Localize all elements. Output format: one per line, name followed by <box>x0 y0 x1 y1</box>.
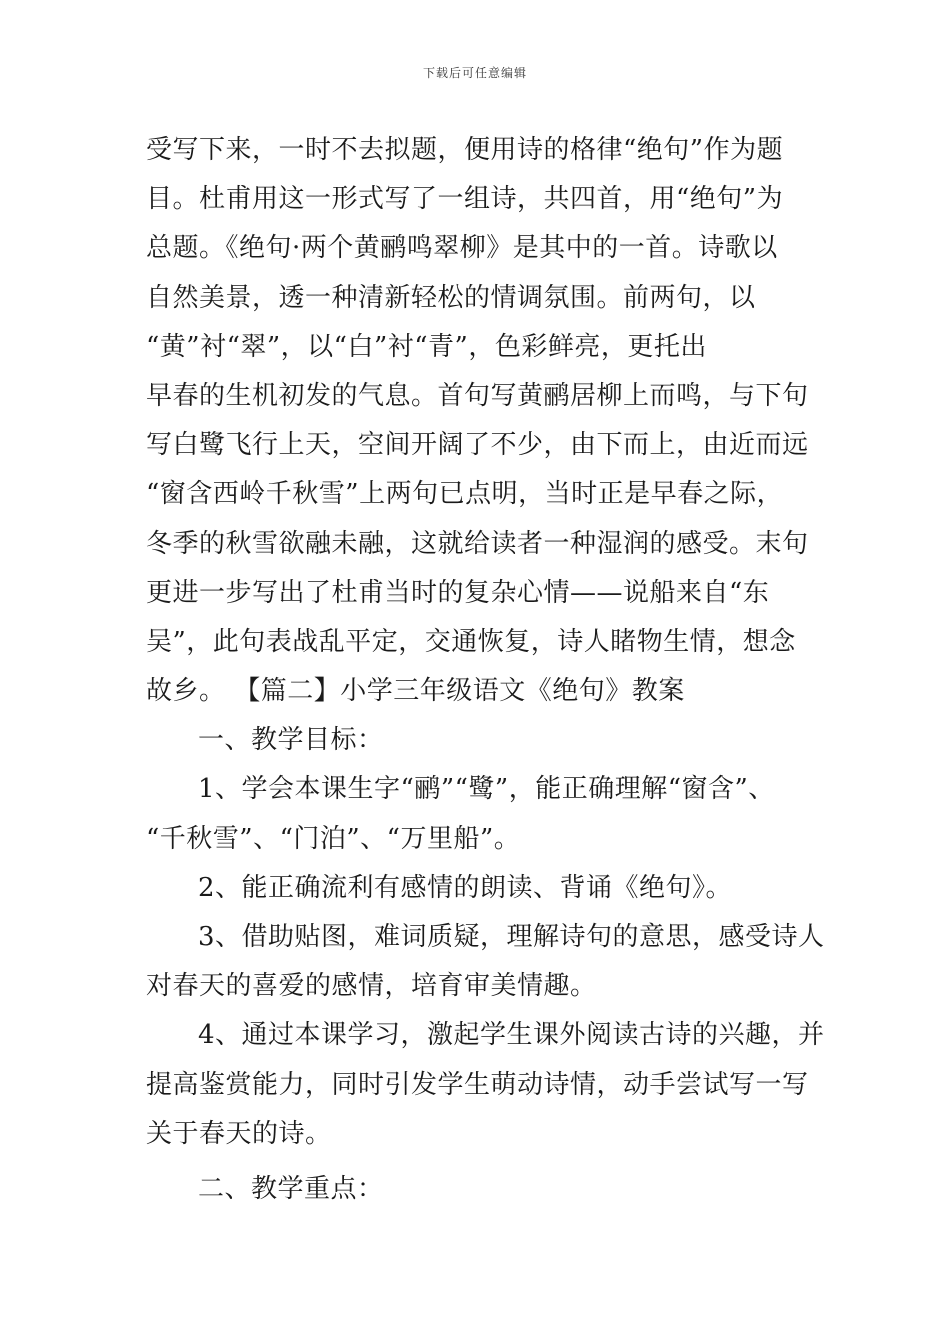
page-header: 下载后可任意编辑 <box>422 66 527 80</box>
text-line: 关于春天的诗。 <box>146 1118 332 1149</box>
objective-item-2: 2、能正确流利有感情的朗读、背诵《绝句》。 <box>198 872 733 903</box>
text-line: “黄”衬“翠”，以“白”衬“青”，色彩鲜亮，更托出 <box>146 331 707 362</box>
body-text <box>146 126 846 1214</box>
text-line: 写白鹭飞行上天，空间开阔了不少，由下而上，由近而远 <box>146 430 809 461</box>
text-line: 冬季的秋雪欲融未融，这就给读者一种湿润的感受。末句 <box>146 528 809 559</box>
text-line: “窗含西岭千秋雪”上两句已点明，当时正是早春之际， <box>146 479 784 510</box>
text-line: 更进一步写出了杜甫当时的复杂心情——说船来自“东 <box>146 577 770 608</box>
text-line: 对春天的喜爱的感情，培育审美情趣。 <box>146 971 597 1002</box>
text-line: 吴”，此句表战乱平定，交通恢复，诗人睹物生情，想念 <box>146 626 796 657</box>
text-line: 自然美景，透一种清新轻松的情调氛围。前两句，以 <box>146 282 756 313</box>
objective-item-1: 1、学会本课生字“鹂”“鹭”，能正确理解“窗含”、 <box>198 774 775 805</box>
text-line: 总题。《绝句·两个黄鹂鸣翠柳》是其中的一首。诗歌以 <box>146 233 778 264</box>
text-line: 提高鉴赏能力，同时引发学生萌动诗情，动手尝试写一写 <box>146 1069 809 1100</box>
section-heading-objectives: 一、教学目标： <box>198 725 384 756</box>
text-line: 目。杜甫用这一形式写了一组诗，共四首，用“绝句”为 <box>146 184 784 215</box>
text-line: 故乡。 【篇二】小学三年级语文《绝句》教案 <box>146 676 685 707</box>
objective-item-4: 4、通过本课学习，激起学生课外阅读古诗的兴趣，并 <box>198 1020 825 1051</box>
text-line: 受写下来，一时不去拟题，便用诗的格律“绝句”作为题 <box>146 135 784 165</box>
text-line: “千秋雪”、“门泊”、“万里船”。 <box>146 823 521 854</box>
objective-item-3: 3、借助贴图，难词质疑，理解诗句的意思，感受诗人 <box>198 922 825 952</box>
section-heading-key-points: 二、教学重点： <box>198 1173 384 1204</box>
text-line: 早春的生机初发的气息。首句写黄鹂居柳上而鸣，与下句 <box>146 380 809 411</box>
